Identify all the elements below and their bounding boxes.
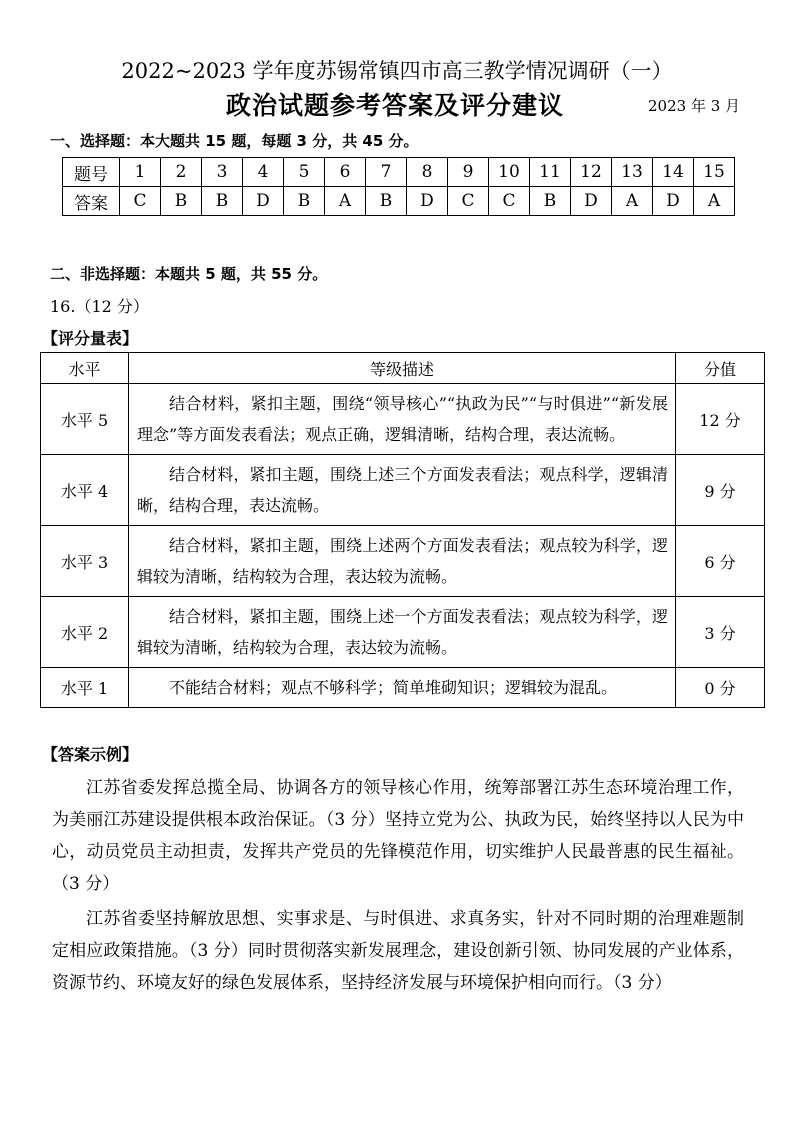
section2-heading: 二、非选择题：本题共 5 题，共 55 分。 [50,265,328,283]
answer-cell: B [530,187,571,216]
answer-cell: C [448,187,489,216]
rubric-level: 水平 5 [41,384,129,455]
question-number: 4 [243,158,284,187]
answer-label: 答案 [63,187,120,216]
answer-cell: C [120,187,161,216]
rubric-row [41,455,765,526]
rubric-header-level: 水平 [41,353,129,384]
rubric-description: 结合材料，紧扣主题，围绕“领导核心”“执政为民”“与时俱进”“新发展理念”等方面发表看法；观点正确，逻辑清晰，结构合理，表达流畅。 [129,384,676,455]
rubric-score: 12 分 [676,384,765,455]
document-title-line1: 2022~2023 学年度苏锡常镇四市高三教学情况调研（一） [121,59,673,83]
question-number-row [63,158,735,187]
rubric-description: 结合材料，紧扣主题，围绕上述三个方面发表看法；观点科学，逻辑清晰，结构合理，表达流畅。 [129,455,676,526]
rubric-row [41,384,765,455]
rubric-header-score: 分值 [676,353,765,384]
question-number: 13 [612,158,653,187]
question-number: 12 [571,158,612,187]
scoring-scale-title: 【评分量表】 [42,329,139,348]
question-number: 7 [366,158,407,187]
rubric-level: 水平 4 [41,455,129,526]
question-number: 11 [530,158,571,187]
answer-row [63,187,735,216]
scoring-rubric-table [40,352,765,708]
rubric-header-description: 等级描述 [129,353,676,384]
document-title-line2: 政治试题参考答案及评分建议 [226,91,565,120]
answer-cell: D [653,187,694,216]
rubric-header-row [41,353,765,384]
rubric-row [41,526,765,597]
answer-cell: A [694,187,735,216]
question-number: 10 [489,158,530,187]
answer-paragraph: 江苏省委发挥总揽全局、协调各方的领导核心作用，统筹部署江苏生态环境治理工作，为美丽江苏建设提供根本政治保证。（3 分）坚持立党为公、执政为民，始终坚持以人民为中心，动员党员主动担责，发挥共产党员的先锋模范作用，切实维护人民最普惠的民生福祉。（3 分） [52,778,744,894]
rubric-score: 9 分 [676,455,765,526]
rubric-score: 6 分 [676,526,765,597]
answer-key-table [62,157,735,216]
rubric-description: 不能结合材料；观点不够科学；简单堆砌知识；逻辑较为混乱。 [129,668,676,708]
question-number: 5 [284,158,325,187]
rubric-level: 水平 2 [41,597,129,668]
rubric-score: 3 分 [676,597,765,668]
rubric-level: 水平 1 [41,668,129,708]
answer-cell: D [407,187,448,216]
answer-example-title: 【答案示例】 [42,745,139,764]
answer-cell: A [612,187,653,216]
question-number: 2 [161,158,202,187]
question-number: 8 [407,158,448,187]
answer-cell: D [243,187,284,216]
document-date: 2023 年 3 月 [648,97,741,115]
rubric-row [41,597,765,668]
rubric-level: 水平 3 [41,526,129,597]
section1-heading: 一、选择题：本大题共 15 题，每题 3 分，共 45 分。 [50,132,419,150]
question-number: 9 [448,158,489,187]
question-16-label: 16.（12 分） [50,297,149,316]
answer-cell: B [161,187,202,216]
question-number: 1 [120,158,161,187]
answer-cell: B [366,187,407,216]
answer-cell: C [489,187,530,216]
answer-cell: B [284,187,325,216]
rubric-score: 0 分 [676,668,765,708]
rubric-description: 结合材料，紧扣主题，围绕上述一个方面发表看法；观点较为科学，逻辑较为清晰，结构较为合理，表达较为流畅。 [129,597,676,668]
answer-cell: A [325,187,366,216]
question-number-label: 题号 [63,158,120,187]
question-number: 15 [694,158,735,187]
answer-cell: D [571,187,612,216]
question-number: 3 [202,158,243,187]
question-number: 6 [325,158,366,187]
answer-paragraph: 江苏省委坚持解放思想、实事求是、与时俱进、求真务实，针对不同时期的治理难题制定相应政策措施。（3 分）同时贯彻落实新发展理念，建设创新引领、协同发展的产业体系，资源节约、环境友好的绿色发展体系，坚持经济发展与环境保护相向而行。（3 分） [52,909,744,993]
rubric-description: 结合材料，紧扣主题，围绕上述两个方面发表看法；观点较为科学，逻辑较为清晰，结构较为合理，表达较为流畅。 [129,526,676,597]
question-number: 14 [653,158,694,187]
answer-cell: B [202,187,243,216]
rubric-row [41,668,765,708]
